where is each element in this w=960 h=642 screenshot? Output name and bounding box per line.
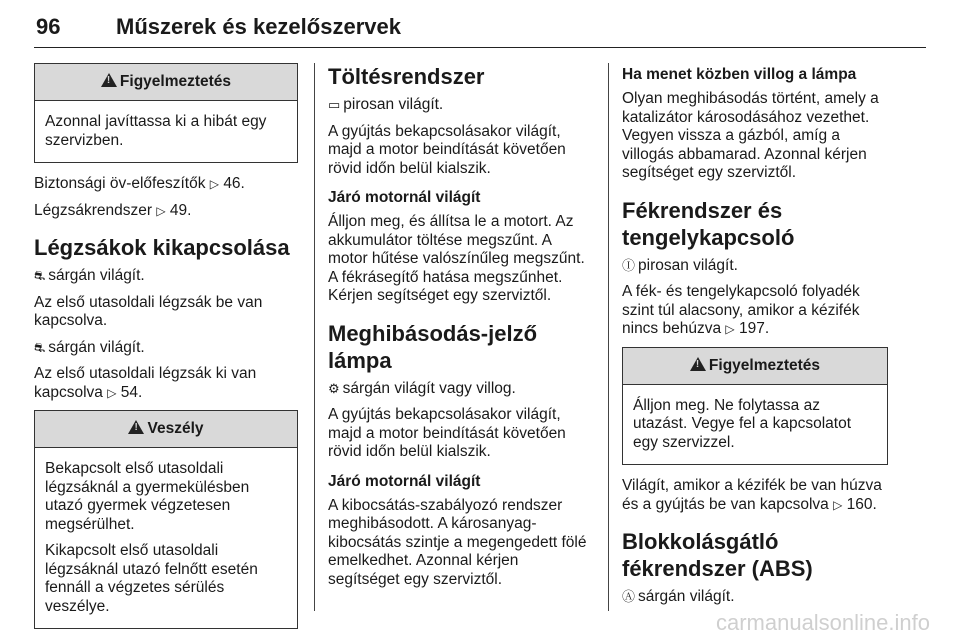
reference-page: 46. [223, 175, 245, 192]
paragraph-text: Az első utasoldali légzsák ki van kapcsolva [34, 365, 257, 401]
indicator-text: pirosan világít. [343, 96, 444, 113]
airbag-off-icon: ⛐ [34, 339, 46, 355]
warning-box-text: Azonnal javíttassa ki a hibát egy szervizben. [45, 113, 267, 149]
reference-text: Biztonsági öv-előfeszítők [34, 175, 206, 192]
column-divider [608, 63, 609, 611]
paragraph: A kibocsátás-szabályozó rendszer meghibásodott. A károsanyag-kibocsátás szintje a megengedett fölé emelkedhet. Azonnal kérjen segítséget egy szerviztől. [328, 496, 587, 588]
indicator-line [34, 339, 298, 358]
subheading: Ha menet közben villog a lámpa [622, 66, 857, 83]
column-1 [34, 63, 298, 641]
paragraph-text: Világít, amikor a kézifék be van húzva és a gyújtás be van kapcsolva [622, 477, 882, 513]
section-heading: Töltésrendszer [328, 64, 485, 89]
abs-icon: Ⓐ [622, 589, 636, 604]
engine-check-icon: ⚙ [328, 380, 340, 396]
section-heading: Meghibásodás-jelző lámpa [328, 320, 538, 373]
column-divider [314, 63, 315, 611]
airbag-on-icon: ⛐ [34, 268, 46, 283]
danger-box [34, 410, 298, 629]
warning-box-title: Figyelmeztetés [119, 73, 232, 90]
reference-page: 49. [169, 201, 192, 219]
paragraph [34, 365, 298, 402]
column-3 [622, 63, 888, 615]
watermark: carmanualsonline.info [715, 610, 930, 635]
danger-box-header [35, 411, 297, 448]
reference-airbag [34, 202, 298, 221]
section-heading: Légzsákok kikapcsolása [34, 235, 290, 260]
page-ref-arrow-icon: ▷ [156, 203, 166, 218]
indicator-line [34, 267, 298, 286]
header-rule [34, 47, 926, 48]
reference-text: Légzsákrendszer [34, 201, 153, 219]
indicator-line [622, 257, 888, 276]
reference-page: 197. [738, 320, 770, 337]
paragraph: A gyújtás bekapcsolásakor világít, majd a motor beindítását követően rövid időn belül kialszik. [328, 406, 566, 460]
indicator-text: sárgán világít. [48, 267, 145, 284]
danger-box-body [35, 448, 297, 628]
danger-box-text: Bekapcsolt első utasoldali légzsáknál a gyermekülésben utazó gyermek végzetesen megsérülhet. [45, 460, 250, 533]
column-2 [328, 63, 592, 597]
paragraph: Olyan meghibásodás történt, amely a katalizátor károsodásához vezethet. Vegyen vissza a gázból, amíg a villogás abbamarad. Azonnal kérjen segítséget egy szerviztől. [622, 90, 879, 181]
warning-box-body [623, 385, 887, 465]
indicator-text: sárgán világít. [48, 338, 145, 356]
page-header [34, 14, 926, 54]
reference-page: 160. [846, 495, 877, 513]
danger-box-text: Kikapcsolt első utasoldali légzsáknál utazó felnőtt esetén fennáll a végzetes sérülés veszélye. [45, 542, 258, 615]
paragraph: A gyújtás bekapcsolásakor világít, majd a motor beindítását követően rövid időn belül kialszik. [328, 122, 566, 177]
warning-box [622, 347, 888, 466]
paragraph-text: A fék- és tengelykapcsoló folyadék szint túl alacsony, amikor a kézifék nincs behúzva [622, 283, 860, 337]
warning-triangle-icon [128, 420, 144, 434]
reference-seatbelt [34, 175, 298, 194]
page-ref-arrow-icon: ▷ [725, 322, 735, 336]
section-heading: Blokkolásgátló fékrendszer (ABS) [622, 529, 813, 581]
page-ref-arrow-icon: ▷ [107, 385, 117, 400]
page-ref-arrow-icon: ▷ [209, 177, 219, 191]
reference-page: 54. [120, 383, 143, 401]
danger-box-title: Veszély [147, 420, 204, 437]
indicator-text: sárgán világít vagy villog. [342, 379, 516, 397]
warning-box [34, 63, 298, 163]
section-heading: Fékrendszer és tengelykapcsoló [622, 197, 795, 250]
warning-box-body [35, 101, 297, 162]
battery-icon: ▭ [328, 97, 341, 112]
warning-triangle-icon [101, 73, 117, 87]
warning-box-header [35, 64, 297, 101]
indicator-line [328, 96, 592, 115]
indicator-text: pirosan világít. [638, 256, 738, 274]
paragraph [622, 477, 888, 514]
page-number: 96 [36, 14, 61, 39]
warning-box-title: Figyelmeztetés [708, 356, 821, 374]
brake-warning-icon: Ⓘ [622, 257, 636, 273]
subheading: Járó motornál világít [328, 472, 481, 490]
indicator-line [622, 588, 888, 607]
paragraph: Álljon meg, és állítsa le a motort. Az akkumulátor töltése megszűnt. A motor hűtése valószínűleg megszűnt. A fékrásegítő hatása megszűnhet. Kérjen segítséget egy szerviztől. [328, 213, 585, 304]
indicator-line [328, 380, 592, 399]
warning-triangle-icon [690, 357, 706, 371]
paragraph: Az első utasoldali légzsák be van kapcsolva. [34, 293, 263, 329]
indicator-text: sárgán világít. [638, 588, 735, 605]
page-title: Műszerek és kezelőszervek [116, 14, 401, 39]
warning-box-header [623, 348, 887, 385]
warning-box-text: Álljon meg. Ne folytassa az utazást. Vegye fel a kapcsolatot egy szervizzel. [633, 396, 851, 451]
paragraph [622, 283, 888, 339]
page-ref-arrow-icon: ▷ [833, 497, 843, 512]
subheading: Járó motornál világít [328, 189, 481, 206]
